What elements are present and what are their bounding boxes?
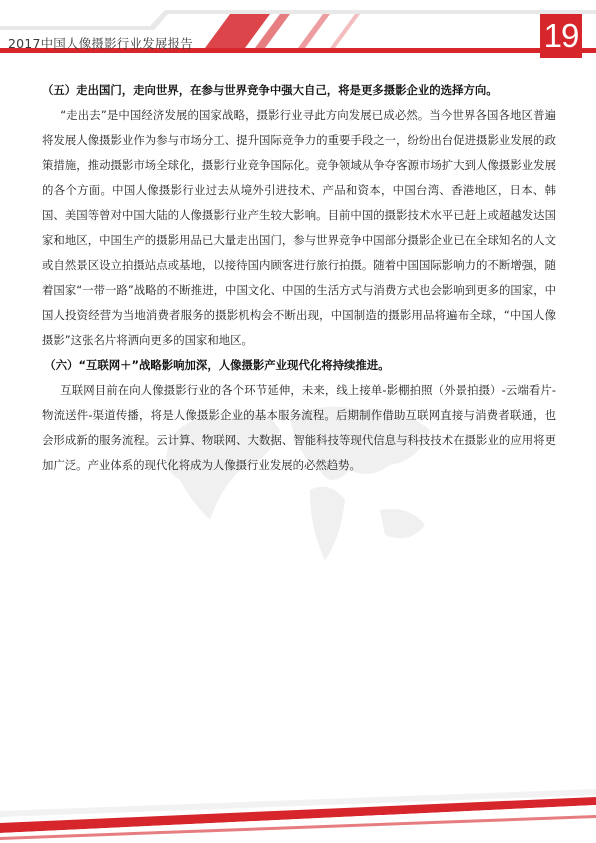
page-header <box>0 0 596 62</box>
main-content <box>42 78 556 478</box>
section-5-heading: （五）走出国门，走向世界，在参与世界竞争中强大自己，将是更多摄影企业的选择方向。 <box>42 83 498 97</box>
report-title: 2017中国人像摄影行业发展报告 <box>8 36 194 51</box>
page-number: 19 <box>543 17 579 54</box>
header-decoration <box>0 0 596 62</box>
section-6-heading: （六）“互联网＋”战略影响加深，人像摄影产业现代化将持续推进。 <box>44 358 390 372</box>
section-5-paragraph: “走出去”是中国经济发展的国家战略，摄影行业寻此方向发展已成必然。当今世界各国各地区普遍将发展人像摄影业作为参与市场分工、提升国际竞争力的重要手段之一，纷纷出台促进摄影业发展的政策措施，推动摄影市场全球化，摄影行业竞争国际化。竞争领域从争夺客源市场扩大到人像摄影业发展的各个方面。中国人像摄影行业过去从境外引进技术、产品和资本，中国台湾、香港地区，日本、韩国、美国等曾对中国大陆的人像摄影行业产生较大影响。目前中国的摄影技术水平已赶上或超越发达国家和地区，中国生产的摄影用品已大量走出国门，参与世界竞争中国部分摄影企业已在全球知名的人文或自然景区设立拍摄站点或基地，以接待国内顾客进行旅行拍摄。随着中国国际影响力的不断增强，随着国家“一带一路”战略的不断推进，中国文化、中国的生活方式与消费方式也会影响到更多的国家，中国人投资经营为当地消费者服务的摄影机构会不断出现，中国制造的摄影用品将遍布全球，“中国人像摄影”这张名片将洒向更多的国家和地区。 <box>42 108 556 347</box>
footer-decoration <box>0 753 596 843</box>
section-6-paragraph: 互联网目前在向人像摄影行业的各个环节延伸，未来，线上接单-影棚拍照（外景拍摄）-云端看片-物流送件-渠道传播，将是人像摄影企业的基本服务流程。后期制作借助互联网直接与消费者联通，也会形成新的服务流程。云计算、物联网、大数据、智能科技等现代信息与科技技术在摄影业的应用将更加广泛。产业体系的现代化将成为人像摄行业发展的必然趋势。 <box>42 383 556 472</box>
header-stripe-3 <box>298 14 330 48</box>
header-stripe-4 <box>330 14 360 48</box>
header-gray-band <box>0 10 596 30</box>
